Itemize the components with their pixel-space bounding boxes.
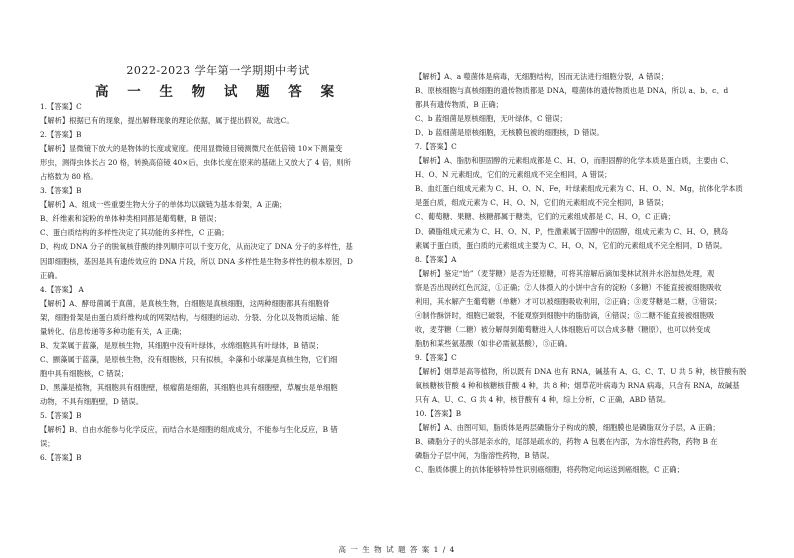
text-line: C、b 蓝细菌是原核细胞，无叶绿体，C 错误； [415,114,567,124]
text-line: 因即细胞核，基因是具有遗传效应的 DNA 片段，所以 DNA 多样性是生物多样性的根本原因，D [40,256,353,266]
text-line: 2.【答案】B [40,130,82,140]
doc-title: 高 一 生 物 试 题 答 案 [95,84,341,100]
text-line: 1.【答案】C [40,102,82,111]
text-line: 误； [40,439,55,449]
text-line: 磷脂分子层中间，为脂溶性药物，B 错误。 [415,451,555,461]
text-line: B、纤维素和淀粉的单体种类相同都是葡萄糖，B 错误； [40,214,221,224]
text-line: 胞中具有细胞核，C 错误； [40,368,129,378]
text-line: 形虫，测得虫体长占 20 格，转换高倍镜 40×后，虫体长度在原来的基础上又放大了 4 倍，则所 [40,158,351,168]
text-line: 利用，其水解产生葡萄糖（单糖）才可以被细胞吸收利用，②正确；③麦芽糖是二糖，③错误； [415,296,722,306]
text-line: C、颤藻属于蓝藻，是原核生物，没有细胞核，只有拟核，伞藻和小球藻是真核生物，它们细 [40,354,338,364]
text-line: ④制作酥饼时，细胞已破裂，不能观察到细胞中的脂肪滴，④错误；⑤二糖不能直接被细胞吸 [415,310,715,320]
text-line: 【解析】A、由图可知，脂质体是两层磷脂分子构成的膜，细胞膜也是磷脂双分子层，A 正确； [415,423,720,433]
right-column [415,70,765,477]
text-line: 4.【答案】 A [40,284,84,294]
text-line: 8.【答案】A [415,254,457,264]
text-line: 【解析】显微镜下放大的是物体的长度或宽度。使用显微镜目镜测微尺在低倍镜 10×下测量变 [40,144,343,154]
text-line: D、黑藻是植物，其细胞具有细胞壁，根瘤菌是细菌，其细胞也具有细胞壁，草履虫是单细胞 [40,382,338,392]
text-line: 都具有遗传物质，B 正确； [415,100,503,110]
text-line: B、原核细胞与真核细胞的遗传物质都是 DNA，噬菌体的遗传物质也是 DNA，所以 a、b、c、d [415,86,729,96]
text-line: 正确。 [40,270,62,280]
text-line: 量转化、信息传递等多种功能有关，A 正确； [40,326,187,336]
text-line: H、O、N 元素组成，它们的元素组成不完全相同，A 错误； [415,170,612,180]
text-line: C、蛋白质结构的多样性决定了其功能的多样性，C 正确； [40,228,229,238]
text-line: 架，细胞骨架是由蛋白质纤维构成的网架结构，与细胞的运动、分裂、分化以及物质运输、能 [40,312,340,322]
text-line: 收，麦芽糖（二糖）被分解得到葡萄糖进入人体细胞后可以合成多糖（糖原），也可以转变成 [415,324,711,334]
text-line: 【解析】A、组成一些重要生物大分子的单体均以碳链为基本骨架，A 正确； [40,200,287,210]
text-line: 只有 A、U、C、G 共 4 种，核苷酸有 4 种，综上分析，C 正确，ABD 错误。 [415,395,671,405]
text-line: 【解析】A、脂肪和胆固醇的元素组成都是 C、H、O，而胆固醇的化学本质是蛋白质，主要由 C、 [415,156,733,166]
text-line: 7.【答案】C [415,142,457,152]
text-line: 【解析】A、酵母菌属于真菌，是真核生物，白细胞是真核细胞，这两种细胞都具有细胞骨 [40,298,330,308]
text-line: D、b 蓝细菌是原核细胞，无核膜包被的细胞核，D 错误。 [415,128,604,138]
text-line: 察是否出现砖红色沉淀，①正确；②人体摄入的小饼中含有的淀粉（多糖）不能直接被细胞吸收 [415,282,722,292]
text-line: C、葡萄糖、果糖、核糖都属于糖类，它们的元素组成都是 C、H、O，C 正确； [415,212,675,222]
text-line: 【解析】鉴定“饴”（麦芽糖）是否为还原糖，可将其溶解后滴加斐林试剂并水浴加热处理，观 [415,268,715,278]
text-line: 素属于蛋白质，蛋白质的元素组成主要为 C、H、O、N，它们的元素组成不完全相同，D 错误。 [415,240,728,250]
text-line: 【解析】A、a 噬菌体是病毒，无细胞结构，因而无法进行细胞分裂，A 错误； [415,72,669,81]
text-line: 6.【答案】B [40,453,82,463]
text-line: D、磷脂组成元素为 C、H、O、N、P，性激素属于固醇中的固醇，组成元素为 C、H、O，胰岛 [415,226,729,236]
text-line: 占格数为 80 格。 [40,172,98,182]
text-line: B、磷脂分子的头部是亲水的，尾部是疏水的，药物 A 包裹在内部，为水溶性药物，药物 B 在 [415,437,718,447]
text-line: 3.【答案】B [40,186,82,196]
left-column [40,100,396,465]
exam-title: 2022-2023 学年第一学期期中考试 [126,64,310,77]
text-line: C、脂质体膜上的抗体能够特异性识别癌细胞，将药物定向运送到癌细胞，C 正确； [415,465,684,475]
text-line: 【解析】B、自由水能参与化学反应，而结合水是细胞的组成成分，不能参与生化反应，B 错 [40,425,338,435]
page-footer: 高 一 生 物 试 题 答 案 1 / 4 [338,545,456,554]
text-line: 【解析】烟草是高等植物，所以既有 DNA 也有 RNA，碱基有 A、G、C、T、U 共 5 种，核苷酸有脱 [415,366,747,376]
text-line: 【解析】根据已有的现象，提出解释现象的理论依据，属于提出假说，故选C。 [40,116,294,126]
text-line: 动物，不具有细胞壁，D 错误。 [40,396,144,406]
text-line: 氧核糖核苷酸 4 种和核糖核苷酸 4 种，共 8 种；烟草花叶病毒为 RNA 病毒，只含有 RNA，故碱基 [415,381,740,391]
text-line: 9.【答案】C [415,352,457,362]
text-line: D、构成 DNA 分子的脱氧核苷酸的排列顺序可以千变万化，从而决定了 DNA 分子的多样性，基 [40,242,353,252]
text-line: 脂肪和某些氨基酸（如非必需氨基酸），⑤正确。 [415,338,572,348]
text-line: 5.【答案】B [40,411,82,421]
text-line: 10.【答案】B [415,409,462,419]
text-line: 是蛋白质，组成元素为 C、H、O、N，它们的元素组成不完全相同，B 错误； [415,198,669,208]
text-line: B、发菜属于蓝藻，是原核生物，其细胞中没有叶绿体，水绵细胞具有叶绿体，B 错误； [40,340,324,350]
text-line: B、血红蛋白组成元素为 C、H、O、N、Fe，叶绿素组成元素为 C、H、O、N、Mg，抗体化学本质 [415,184,743,194]
